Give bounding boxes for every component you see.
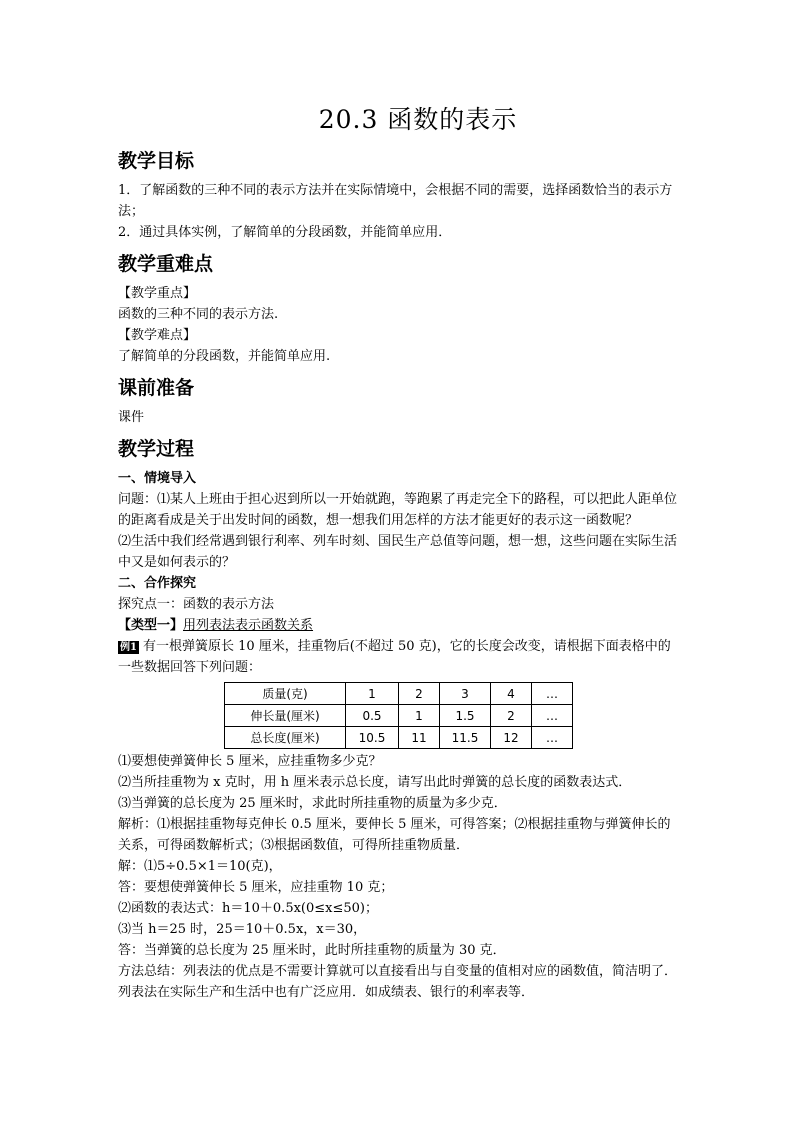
analysis-text: 解析：⑴根据挂重物每克伸长 0.5 厘米，要伸长 5 厘米，可得答案；⑵根据挂重物与弹簧伸长的关系，可得函数解析式；⑶根据函数值，可得所挂重物质量． xyxy=(118,817,671,853)
solution-line: 答：要想使弹簧伸长 5 厘米，应挂重物 10 克； xyxy=(118,880,394,895)
objective-item: 2．通过具体实例，了解简单的分段函数，并能简单应用． xyxy=(118,225,452,240)
method-summary: 方法总结：列表法的优点是不需要计算就可以直接看出与自变量的值相对应的函数值，简洁明了．列表法在实际生产和生活中也有广泛应用．如成绩表、银行的利率表等． xyxy=(118,964,678,1000)
type-label: 【类型一】 xyxy=(118,618,184,633)
question-item: ⑵当所挂重物为 x 克时，用 h 厘米表示总长度，请写出此时弹簧的总长度的函数表达式． xyxy=(118,775,632,790)
solution-line: 解：⑴5÷0.5×1＝10(克)， xyxy=(118,859,282,874)
intro-question: 问题：⑴某人上班由于担心迟到所以一开始就跑，等跑累了再走完全下的路程，可以把此人距单位的距离看成是关于出发时间的函数，想一想我们用怎样的方法才能更好的表示这一函数呢？ xyxy=(118,492,678,528)
document-page xyxy=(118,100,678,1003)
explore-point: 探究点一：函数的表示方法 xyxy=(118,597,275,612)
section-title: 二、合作探究 xyxy=(118,576,197,591)
question-item: ⑶当弹簧的总长度为 25 厘米时，求此时所挂重物的质量为多少克． xyxy=(118,796,507,811)
solution-line: 答：当弹簧的总长度为 25 厘米时，此时所挂重物的质量为 30 克． xyxy=(118,943,506,958)
table-cell: 伸长量(厘米) xyxy=(225,705,346,727)
table-cell: 1 xyxy=(346,683,399,705)
page-title: 20.3 函数的表示 xyxy=(318,105,518,134)
intro-question: ⑵生活中我们经常遇到银行利率、列车时刻、国民生产总值等问题，想一想，这些问题在实际生活中又是如何表示的？ xyxy=(118,534,678,570)
table-row xyxy=(225,705,573,727)
table-cell: 11.5 xyxy=(440,727,491,749)
question-item: ⑴要想使弹簧伸长 5 厘米，应挂重物多少克？ xyxy=(118,754,382,769)
solution-line: ⑵函数的表达式：h＝10＋0.5x(0≤x≤50)； xyxy=(118,901,378,916)
section-title: 一、情境导入 xyxy=(118,471,197,486)
difficulty-label: 【教学难点】 xyxy=(118,328,197,343)
data-table xyxy=(224,682,573,749)
type-line xyxy=(118,615,678,636)
table-cell: 2 xyxy=(399,683,440,705)
focus-text: 函数的三种不同的表示方法. xyxy=(118,307,279,322)
preparation-heading: 课前准备 xyxy=(118,377,195,399)
table-cell: 1 xyxy=(399,705,440,727)
table-cell: … xyxy=(532,727,573,749)
table-cell: 0.5 xyxy=(346,705,399,727)
objectives-heading: 教学目标 xyxy=(118,150,195,172)
example-text-line xyxy=(118,636,678,678)
difficulty-text: 了解简单的分段函数，并能简单应用. xyxy=(118,349,331,364)
table-cell: 质量(克) xyxy=(225,683,346,705)
table-cell: 10.5 xyxy=(346,727,399,749)
table-cell: 3 xyxy=(440,683,491,705)
table-cell: 2 xyxy=(491,705,532,727)
table-cell: 11 xyxy=(399,727,440,749)
table-cell: 总长度(厘米) xyxy=(225,727,346,749)
preparation-text: 课件 xyxy=(118,410,145,425)
focus-label: 【教学重点】 xyxy=(118,286,197,301)
process-heading: 教学过程 xyxy=(118,438,195,460)
example-text: 有一根弹簧原长 10 厘米，挂重物后(不超过 50 克)，它的长度会改变，请根据下面表格中的一些数据回答下列问题： xyxy=(118,639,671,675)
key-points-heading: 教学重难点 xyxy=(118,253,214,275)
table-cell: … xyxy=(532,683,573,705)
type-title: 用列表法表示函数关系 xyxy=(183,618,314,633)
table-cell: … xyxy=(532,705,573,727)
table-cell: 12 xyxy=(491,727,532,749)
solution-line: ⑶当 h＝25 时，25＝10＋0.5x，x＝30， xyxy=(118,922,367,937)
table-row xyxy=(225,727,573,749)
objective-item: 1．了解函数的三种不同的表示方法并在实际情境中，会根据不同的需要，选择函数恰当的表示方法； xyxy=(118,183,673,219)
table-row xyxy=(225,683,573,705)
table-cell: 4 xyxy=(491,683,532,705)
table-cell: 1.5 xyxy=(440,705,491,727)
example-badge: 例1 xyxy=(120,642,137,653)
